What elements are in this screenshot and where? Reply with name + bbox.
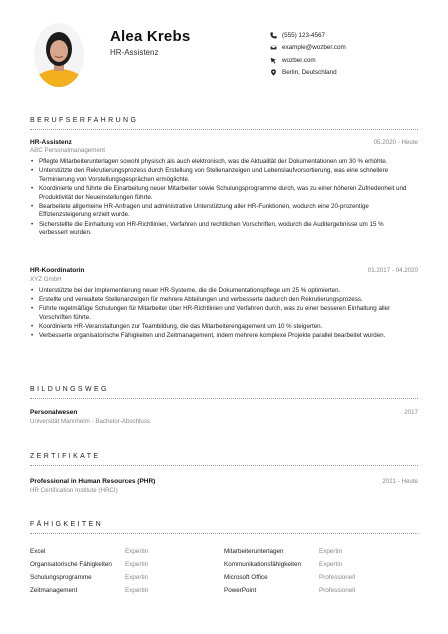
- section-divider: [30, 129, 418, 130]
- job-title: HR-Koordinatorin: [30, 267, 85, 274]
- skill-level: Expertin: [319, 561, 343, 568]
- skill-level: Expertin: [125, 574, 149, 581]
- certificate-title: Professional in Human Resources (PHR): [30, 478, 156, 485]
- education-section-title: BILDUNGSWEG: [30, 386, 109, 393]
- profile-photo: [34, 23, 84, 87]
- contact-phone: [269, 29, 346, 42]
- cursor-icon: [269, 56, 277, 64]
- job-bullet: • Unterstützte bei der Implementierung neuer HR-Systeme, die die Dokumentationspflege um 25 % optimierten.: [30, 287, 408, 296]
- job-bullet: • Koordinierte HR-Veranstaltungen zur Teambildung, die das Mitarbeiterengagement um 10 % steigerten.: [30, 323, 408, 332]
- job-bullet: • Erstellte und verwaltete Stellenanzeigen für mehrere Abteilungen und verbesserte dadurch den Rekrutierungsprozess.: [30, 296, 408, 305]
- education-subtitle: Universität Mannheim - Bachelor-Abschluss: [30, 418, 151, 425]
- skill-level: Expertin: [125, 548, 149, 555]
- contact-location: [269, 67, 346, 80]
- email-text: example@wozber.com: [282, 44, 346, 52]
- location-text: Berlin, Deutschland: [282, 69, 337, 77]
- job-bullet: • Bearbeitete allgemeine HR-Anfragen und administrative Unterstützung aller HR-Funktionen, wodurch eine 20-prozentige Effizienzsteigerung erzielt wurde.: [30, 203, 408, 220]
- skills-grid: [30, 545, 418, 597]
- skill-name: Microsoft Office: [224, 574, 268, 581]
- skill-level: Professionell: [319, 587, 356, 594]
- job-company: ABC Personalmanagement: [30, 147, 105, 154]
- skill-name: Excel: [30, 548, 46, 555]
- skill-level: Expertin: [125, 587, 149, 594]
- section-divider: [30, 465, 418, 466]
- job-bullet: • Verbesserte organisatorische Fähigkeiten und Zeitmanagement, indem mehrere komplexe Projekte parallel bearbeitet wurden.: [30, 332, 408, 341]
- skills-row: [30, 584, 418, 597]
- job-bullet: • Pflegte Mitarbeiterunterlagen sowohl physisch als auch elektronisch, was die Aktualität der Dokumentationen um 30 % erhöhte.: [30, 158, 408, 167]
- skill-level: Expertin: [319, 548, 343, 555]
- job-bullet: • Führte regelmäßige Schulungen für Mitarbeiter über HR-Richtlinien und Verfahren durch, was zu einer besseren Einhaltung aller Vorschriften führte.: [30, 305, 408, 322]
- section-divider: [30, 398, 418, 399]
- phone-text: (555) 123-4567: [282, 31, 326, 39]
- certificates-section-title: ZERTIFIKATE: [30, 453, 101, 460]
- skill-name: Kommunikationsfähigkeiten: [224, 561, 302, 568]
- education-title: Personalwesen: [30, 409, 78, 416]
- contact-email: [269, 42, 346, 55]
- certificate-issuer: HR Certification Institute (HRCI): [30, 487, 118, 494]
- skill-name: Mitarbeiterunterlagen: [224, 548, 284, 555]
- location-pin-icon: [269, 69, 277, 77]
- skill-name: Organisatorische Fähigkeiten: [30, 561, 112, 568]
- skills-row: [30, 571, 418, 584]
- skill-name: Zeitmanagement: [30, 587, 78, 594]
- skills-section-title: FÄHIGKEITEN: [30, 521, 104, 528]
- job-bullet-list: [30, 287, 408, 342]
- phone-icon: [269, 31, 277, 39]
- job-date: 01.2017 - 04.2020: [367, 267, 418, 274]
- applicant-name: Alea Krebs: [110, 28, 191, 45]
- education-date: 2017: [404, 409, 418, 416]
- contact-list: [269, 29, 346, 79]
- profile-photo-illustration: [34, 23, 84, 87]
- skills-row: [30, 558, 418, 571]
- skill-level: Professionell: [319, 574, 356, 581]
- experience-section-title: BERUFSERFAHRUNG: [30, 117, 139, 124]
- job-title: HR-Assistenz: [30, 139, 72, 146]
- contact-website: [269, 54, 346, 67]
- skills-row: [30, 545, 418, 558]
- job-bullet: • Koordinierte und führte die Einarbeitung neuer Mitarbeiter sowie Schulungsprogramme durch, was zu einer höheren Zufriedenheit und Produktivität der Neueinstellungen führte.: [30, 185, 408, 202]
- job-bullet: • Unterstützte den Rekrutierungsprozess durch Erstellung von Stellenanzeigen und Lebenslaufvorsortierung, was eine schnellere Terminierung von Vorstellungsgesprächen ermöglichte.: [30, 167, 408, 184]
- website-text: wozber.com: [282, 56, 316, 64]
- job-bullet: • Sicherstellte die Einhaltung von HR-Richtlinien, Verfahren und rechtlichen Vorschriften, wodurch die Auditergebnisse um 15 % verbessert wurden.: [30, 221, 408, 238]
- section-divider: [30, 533, 418, 534]
- skill-level: Expertin: [125, 561, 149, 568]
- mail-icon: [269, 44, 277, 52]
- certificate-date: 2021 - Heute: [382, 478, 418, 485]
- skill-name: PowerPoint: [224, 587, 257, 594]
- applicant-role: HR-Assistenz: [110, 48, 159, 57]
- job-date: 05.2020 - Heute: [373, 139, 418, 146]
- job-company: XYZ GmbH: [30, 276, 62, 283]
- skill-name: Schulungsprogramme: [30, 574, 92, 581]
- job-bullet-list: [30, 158, 408, 238]
